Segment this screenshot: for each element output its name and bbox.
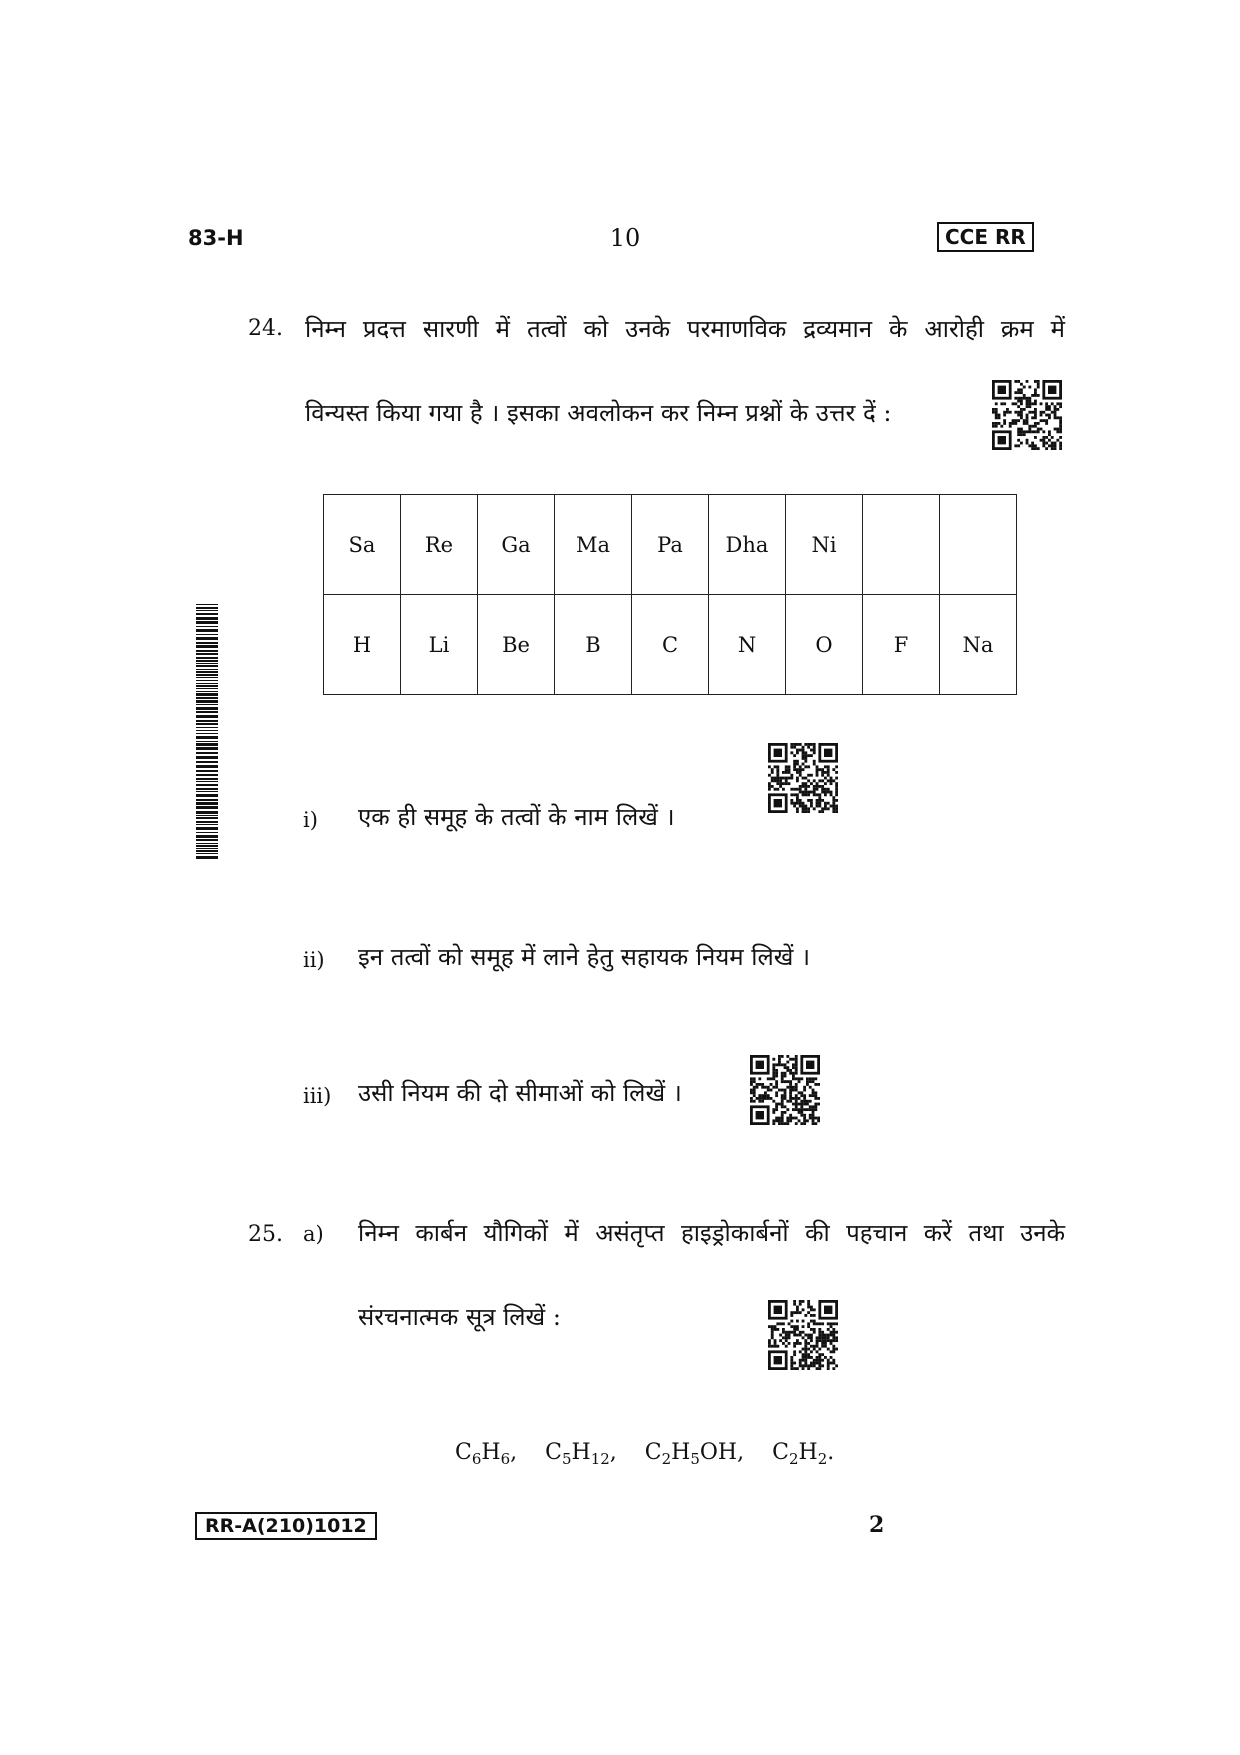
page-number: 10 <box>609 224 641 252</box>
table-cell: Ga <box>478 495 555 595</box>
table-cell: Be <box>478 595 555 695</box>
question-24-line-1: निम्न प्रदत्त सारणी में तत्वों को उनके परमाणविक द्रव्यमान के आरोही क्रम में <box>305 315 1065 343</box>
qr-code-icon <box>750 1055 820 1125</box>
sub-question-iii-label: iii) <box>303 1084 332 1108</box>
question-24-line-2: विन्यस्त किया गया है । इसका अवलोकन कर निम्न प्रश्नों के उत्तर दें : <box>305 399 892 427</box>
question-25-line-1: निम्न कार्बन यौगिकों में असंतृप्त हाइड्रोकार्बनों की पहचान करें तथा उनके <box>358 1219 1065 1247</box>
sub-question-i-label: i) <box>303 808 318 832</box>
qr-code-icon <box>992 380 1062 450</box>
table-cell: O <box>786 595 863 695</box>
table-cell: Li <box>401 595 478 695</box>
exam-label: CCE RR <box>937 222 1034 252</box>
paper-code: 83-H <box>188 226 244 250</box>
table-cell: B <box>555 595 632 695</box>
formula-c2h5oh: $C_2H_5OH$, <box>644 1440 745 1468</box>
formula-c2h2: $C_2H_2$. <box>772 1440 835 1468</box>
table-cell: H <box>324 595 401 695</box>
sub-question-ii-text: इन तत्वों को समूह में लाने हेतु सहायक नियम लिखें । <box>358 943 811 971</box>
chemical-formulas <box>455 1440 834 1468</box>
table-cell: Sa <box>324 495 401 595</box>
elements-table <box>323 494 1017 695</box>
barcode-icon <box>196 604 218 860</box>
table-cell: Re <box>401 495 478 595</box>
table-row <box>324 495 1017 595</box>
sub-question-i-text: एक ही समूह के तत्वों के नाम लिखें । <box>358 803 675 831</box>
table-cell: Pa <box>632 495 709 595</box>
question-24-number: 24. <box>248 316 283 341</box>
footer-page-number: 2 <box>869 1512 885 1538</box>
table-cell: F <box>863 595 940 695</box>
qr-code-icon <box>768 1300 838 1370</box>
formula-c5h12: $C_5H_{12}$, <box>545 1440 617 1468</box>
formula-c6h6: $C_6H_6$, <box>455 1440 518 1468</box>
question-25-line-2: संरचनात्मक सूत्र लिखें : <box>358 1303 561 1331</box>
table-cell: C <box>632 595 709 695</box>
table-cell: Ni <box>786 495 863 595</box>
question-25-number: 25. <box>248 1222 283 1247</box>
question-25-part-label: a) <box>303 1222 324 1246</box>
table-cell: Na <box>940 595 1017 695</box>
table-cell: Dha <box>709 495 786 595</box>
sub-question-ii-label: ii) <box>303 948 325 972</box>
table-row <box>324 595 1017 695</box>
footer-code: RR-A(210)1012 <box>195 1512 377 1540</box>
table-cell: Ma <box>555 495 632 595</box>
qr-code-icon <box>768 743 838 813</box>
table-cell <box>940 495 1017 595</box>
sub-question-iii-text: उसी नियम की दो सीमाओं को लिखें । <box>358 1079 682 1107</box>
table-cell <box>863 495 940 595</box>
table-cell: N <box>709 595 786 695</box>
